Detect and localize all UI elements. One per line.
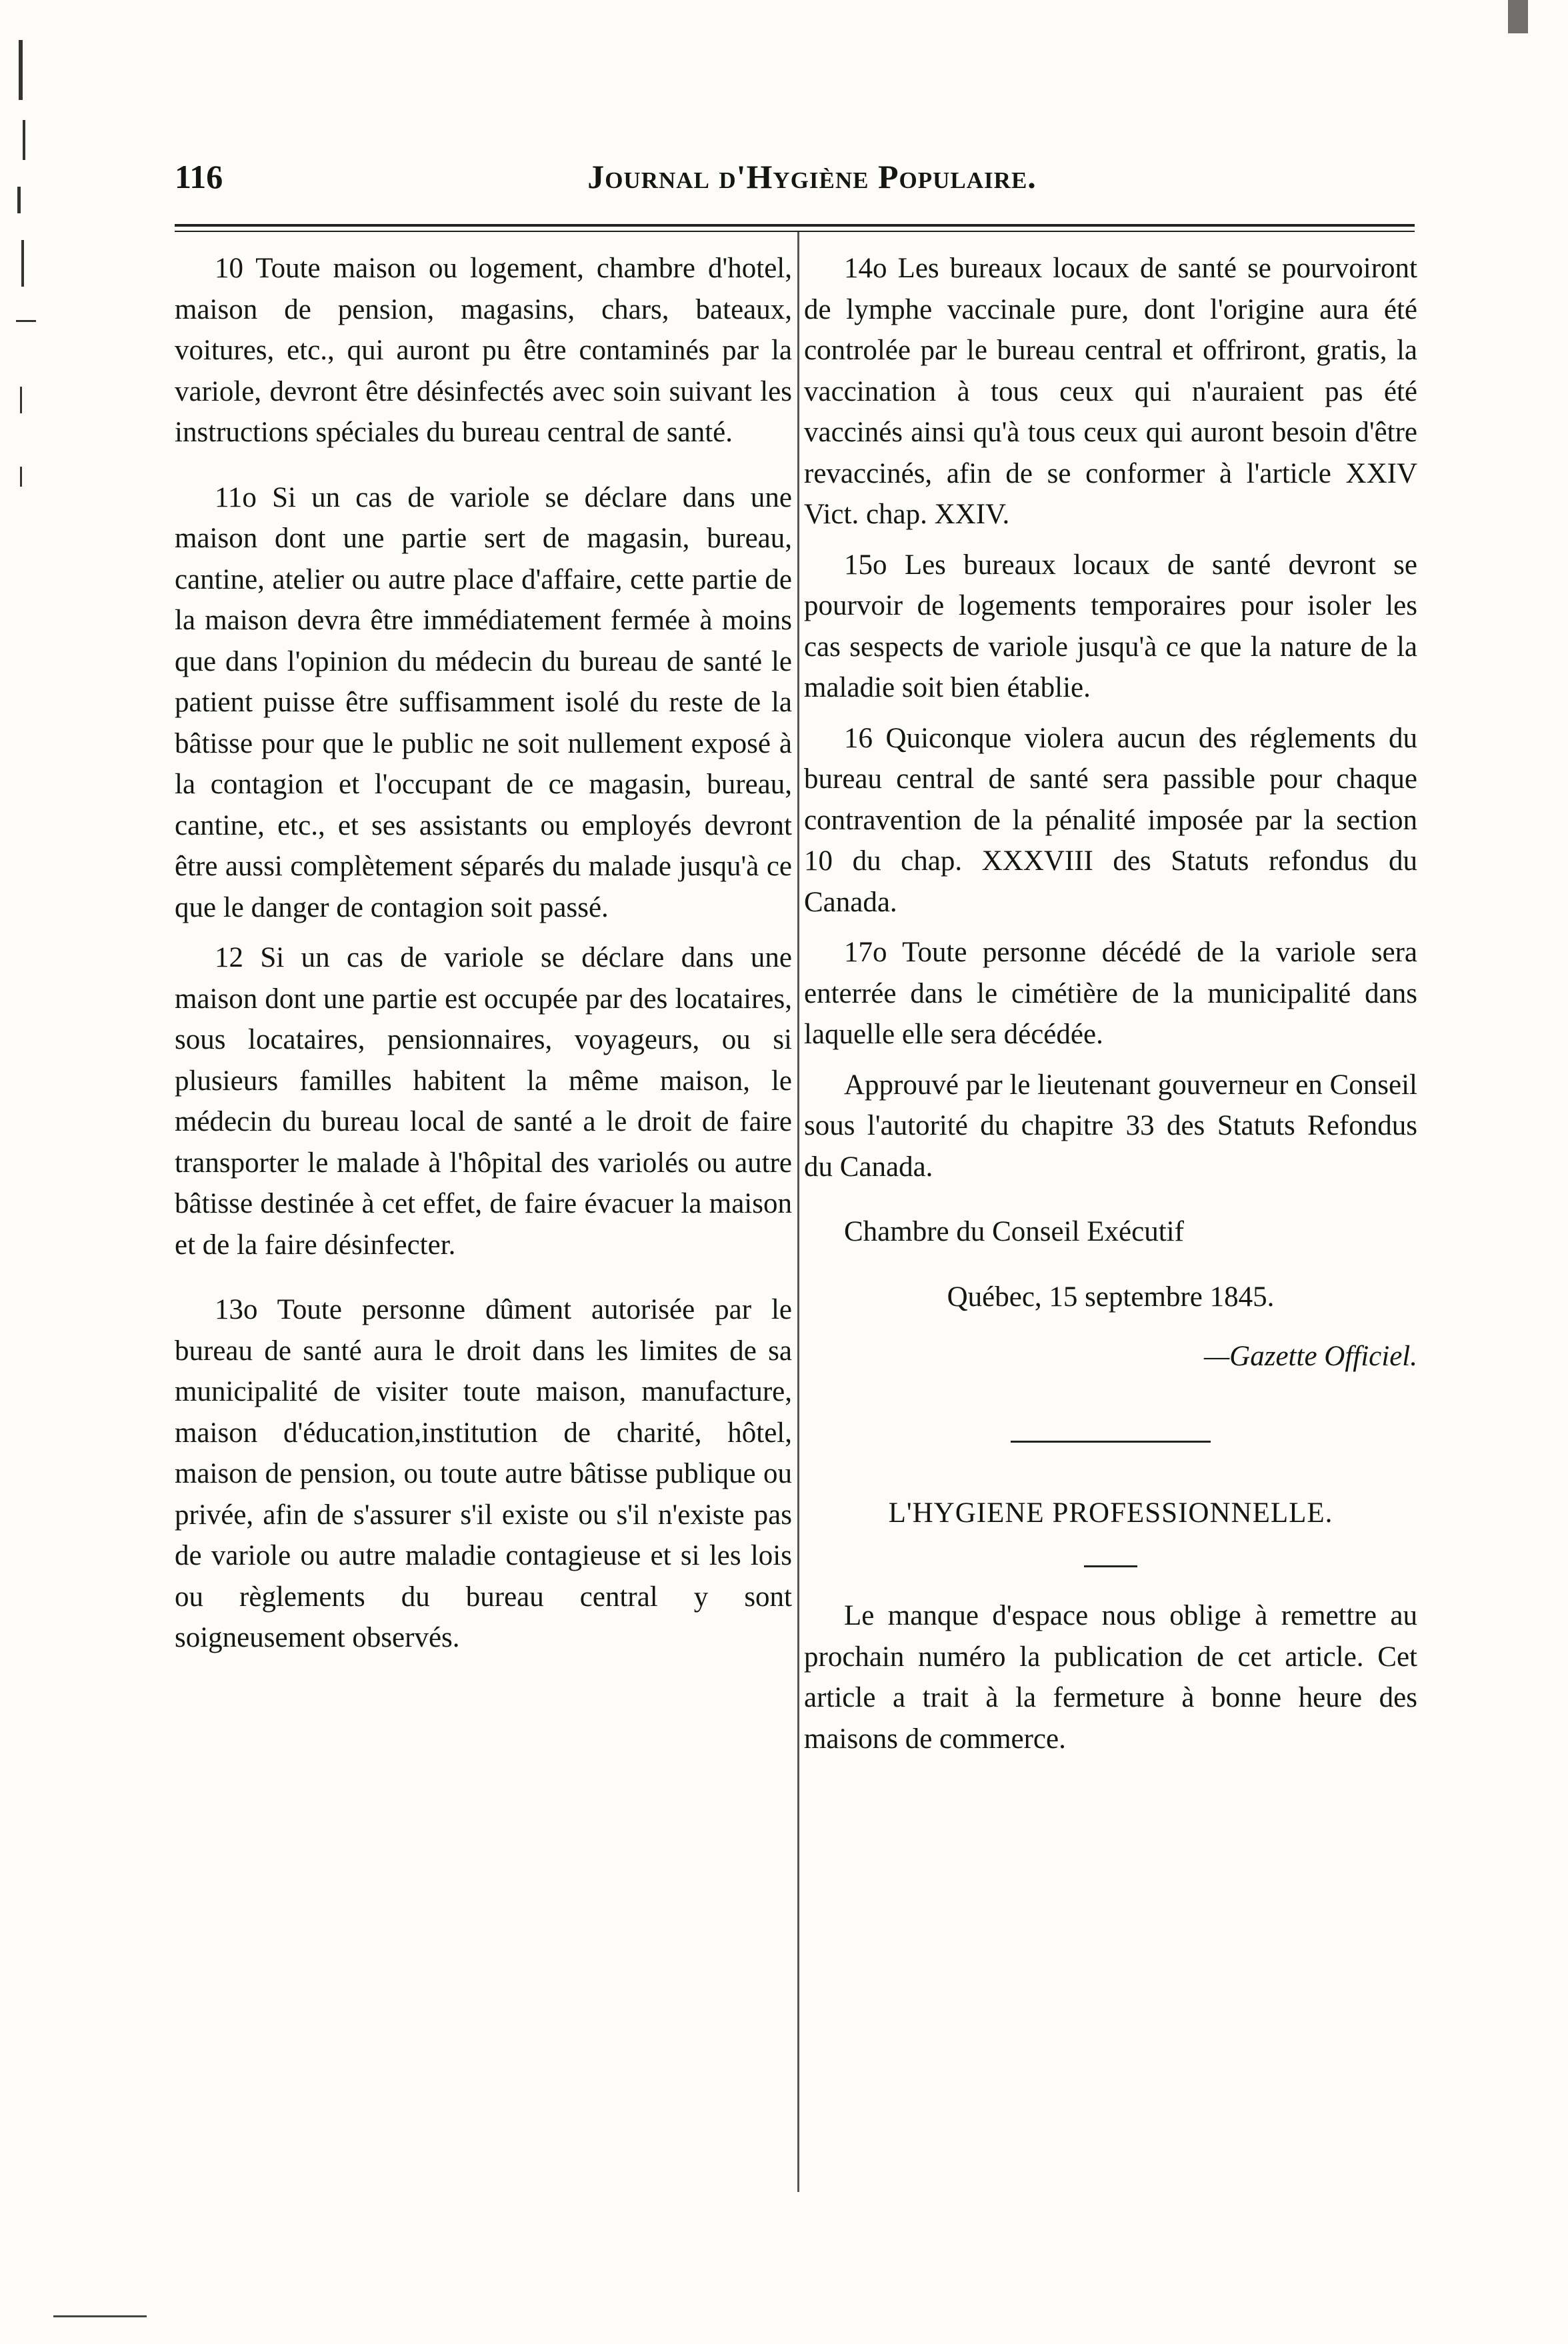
article-16: 16 Quiconque violera aucun des réglements du bureau central de santé sera passible pour chaque contravention de la pénalité imposée par la section 10 du chap. XXXVIII des Statuts refondus du Canada. [804,722,1417,918]
page-number: 116 [175,158,223,195]
column-divider [797,232,799,2192]
header-rule-bottom [175,231,1415,232]
article-14: 14o Les bureaux locaux de santé se pourvoiront de lymphe vaccinale pure, dont l'origine aura été controlée par le bureau central et offriront, gratis, la vaccination à tous ceux qui n'auraient pas été vaccinés ainsi qu'à tous ceux qui auront besoin d'être revaccinés, afin de se conformer à l'article XXIV Vict. chap. XXIV. [804,253,1417,530]
article-13: 13o Toute personne dûment autorisée par le bureau de santé aura le droit dans les limites de sa municipalité de visiter toute maison, manufacture, maison d'éducation,institution de charité, hôtel, maison de pension, ou toute autre bâtisse publique ou privée, afin de s'assurer s'il existe ou s'il n'existe pas de variole ou autre maladie contagieuse et si les lois ou règlements du bureau central y sont soigneusement observés. [175,1294,792,1653]
bottom-scan-mark [53,2315,147,2317]
right-column [804,248,1417,1769]
article-10: 10 Toute maison ou logement, chambre d'hotel, maison de pension, magasins, chars, bateaux, voitures, etc., qui auront pu être contaminés par la variole, devront être désinfectés avec soin suivant les instructions spéciales du bureau central de santé. [175,253,792,448]
margin-scan-marks [13,40,40,533]
article-17: 17o Toute personne décédé de la variole sera enterrée dans le cimétière de la municipalité dans laquelle elle sera décédée. [804,937,1417,1050]
approval-paragraph: Approuvé par le lieutenant gouverneur en Conseil sous l'autorité du chapitre 33 des Statuts Refondus du Canada. [804,1069,1417,1183]
section-title: L'HYGIENE PROFESSIONNELLE. [888,1497,1333,1529]
page-header [0,157,1568,211]
title-separator [1084,1565,1137,1567]
article-15: 15o Les bureaux locaux de santé devront se pourvoir de logements temporaires pour isoler les cas sespects de variole jusqu'à ce que la nature de la maladie soit bien établie. [804,549,1417,703]
header-rule-top [175,224,1415,227]
chamber-line: Chambre du Conseil Exécutif [844,1216,1184,1247]
left-column [175,248,792,1668]
article-11: 11o Si un cas de variole se déclare dans une maison dont une partie sert de magasin, bureau, cantine, atelier ou autre place d'affaire, cette partie de la maison devra être immédiatement fermée à moins que dans l'opinion du médecin du bureau de santé le patient puisse être suffisamment isolé du reste de la bâtisse pour que le public ne soit nullement exposé à la contagion et l'occupant de ce magasin, bureau, cantine, etc., et ses assistants ou employés devront être aussi complètement séparés du malade jusqu'à ce que le danger de contagion soit passé. [175,481,792,923]
notice-paragraph: Le manque d'espace nous oblige à remettre au prochain numéro la publication de cet article. Cet article a trait à la fermeture à bonne heure des maisons de commerce. [804,1600,1417,1755]
date-line: Québec, 15 septembre 1845. [947,1281,1275,1313]
section-separator [1011,1441,1211,1443]
article-12: 12 Si un cas de variole se déclare dans une maison dont une partie est occupée par des locataires, sous locataires, pensionnaires, voyageurs, ou si plusieurs familles habitent la même maison, le médecin du bureau local de santé a le droit de faire transporter le malade à l'hôpital des variolés ou autre bâtisse destinée à cet effet, de faire évacuer la maison et de la faire désinfecter. [175,942,792,1261]
journal-title: Journal d'Hygiène Populaire. [587,158,1037,195]
corner-scan-mark [1508,0,1528,33]
signature: —Gazette Officiel. [1203,1341,1417,1372]
